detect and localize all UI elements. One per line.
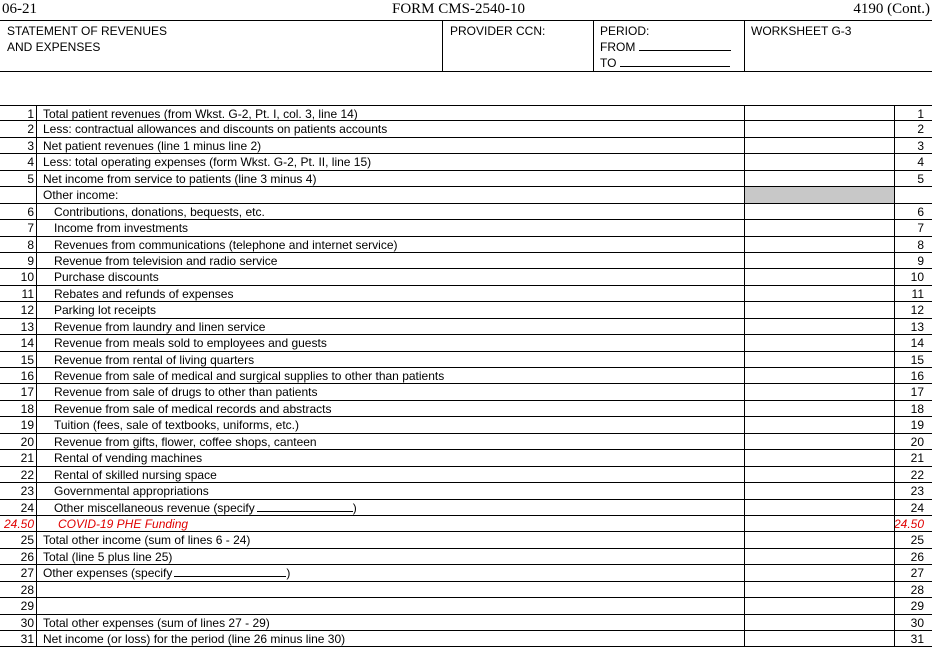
- amount-cell[interactable]: [744, 417, 894, 432]
- form-top-line: [0, 0, 936, 20]
- line-number-right: 27: [910, 566, 924, 581]
- line-number: 19: [20, 418, 34, 433]
- line-description-text: Other miscellaneous revenue (specify: [54, 500, 255, 515]
- table-row: [0, 565, 932, 581]
- line-description: [54, 483, 209, 499]
- line-description-text: Tuition (fees, sale of textbooks, uniforms, etc.): [54, 418, 299, 433]
- line-description: [54, 319, 265, 335]
- line-description-text: Rental of skilled nursing space: [54, 467, 217, 482]
- worksheet-label: WORKSHEET G-3: [751, 24, 852, 38]
- line-description-text: Revenue from meals sold to employees and guests: [54, 336, 327, 351]
- line-number: 1: [27, 107, 34, 121]
- line-description: [54, 237, 398, 253]
- amount-cell[interactable]: [744, 582, 894, 597]
- amount-cell[interactable]: [744, 106, 894, 120]
- amount-cell[interactable]: [744, 352, 894, 367]
- amount-cell[interactable]: [744, 483, 894, 498]
- line-description: [54, 302, 156, 318]
- period-label: PERIOD:: [600, 24, 650, 38]
- line-description: [54, 368, 444, 384]
- amount-cell[interactable]: [744, 319, 894, 334]
- to-label: TO: [600, 56, 617, 70]
- from-label: FROM: [600, 40, 636, 54]
- line-description: [43, 106, 358, 122]
- provider-ccn-label: PROVIDER CCN:: [450, 24, 546, 38]
- line-number: 5: [27, 171, 34, 186]
- line-number-right: 17: [910, 385, 924, 400]
- amount-cell[interactable]: [744, 269, 894, 284]
- line-number-right: 8: [917, 237, 924, 252]
- amount-cell[interactable]: [744, 549, 894, 564]
- section-number: 4190 (Cont.): [853, 1, 930, 17]
- amount-cell[interactable]: [744, 631, 894, 646]
- line-description: [43, 171, 316, 187]
- line-number: 18: [20, 401, 34, 416]
- amount-cell[interactable]: [744, 237, 894, 252]
- line-description-text: Contributions, donations, bequests, etc.: [54, 204, 265, 219]
- amount-cell[interactable]: [744, 434, 894, 449]
- form-header: [0, 20, 932, 72]
- line-number: 30: [20, 615, 34, 630]
- line-number-right: 14: [910, 336, 924, 351]
- table-row: [0, 138, 932, 154]
- table-row: [0, 532, 932, 548]
- table-row: [0, 154, 932, 170]
- line-number-right: 28: [910, 582, 924, 597]
- line-description: [43, 631, 345, 647]
- table-row: [0, 204, 932, 220]
- line-description: [54, 467, 217, 483]
- amount-cell[interactable]: [744, 286, 894, 301]
- line-number-right: 10: [910, 270, 924, 285]
- amount-cell[interactable]: [744, 565, 894, 580]
- line-number-right: 6: [917, 204, 924, 219]
- line-description-text: Governmental appropriations: [54, 484, 209, 499]
- line-number: 12: [20, 303, 34, 318]
- amount-cell[interactable]: [744, 204, 894, 219]
- line-number: 24.50: [3, 516, 34, 531]
- line-number-right: 19: [910, 418, 924, 433]
- table-row: [0, 500, 932, 516]
- line-description-text: Net patient revenues (line 1 minus line 2): [43, 138, 262, 153]
- amount-cell[interactable]: [744, 335, 894, 350]
- line-number: 13: [20, 319, 34, 334]
- line-number-right: 24.50: [893, 516, 924, 531]
- line-number: 27: [20, 566, 34, 581]
- line-number-right: 21: [910, 451, 924, 466]
- line-number: 17: [20, 385, 34, 400]
- line-number: 29: [20, 599, 34, 614]
- amount-cell[interactable]: [744, 171, 894, 186]
- line-number-right: 2: [917, 122, 924, 137]
- specify-blank-field[interactable]: [174, 566, 286, 577]
- table-row: [0, 467, 932, 483]
- line-description-text: Revenue from laundry and linen service: [54, 319, 266, 334]
- line-description-text: Other income:: [43, 188, 119, 203]
- line-number: 28: [20, 582, 34, 597]
- line-description: [43, 565, 290, 581]
- line-description-text: Less: total operating expenses (form Wkst. G-2, Pt. II, line 15): [43, 155, 372, 170]
- table-row: [0, 417, 932, 433]
- column-divider: [894, 105, 895, 647]
- line-description: [54, 434, 317, 450]
- line-number-right: 12: [910, 303, 924, 318]
- period-block: [600, 23, 740, 74]
- line-number-right: 13: [910, 319, 924, 334]
- line-number: 14: [20, 336, 34, 351]
- line-description: [43, 532, 250, 548]
- amount-cell[interactable]: [744, 615, 894, 630]
- amount-cell[interactable]: [744, 384, 894, 399]
- column-divider: [744, 105, 745, 647]
- from-date-field[interactable]: [639, 39, 731, 51]
- line-number-right: 25: [910, 533, 924, 548]
- table-row: [0, 615, 932, 631]
- table-row: [0, 253, 932, 269]
- amount-cell[interactable]: [744, 598, 894, 613]
- table-row: [0, 352, 932, 368]
- table-row: [0, 549, 932, 565]
- line-description: [43, 121, 387, 137]
- amount-cell[interactable]: [744, 401, 894, 416]
- line-number: 16: [20, 369, 34, 383]
- line-number: 6: [27, 204, 34, 219]
- line-description-text: Net income (or loss) for the period (line 26 minus line 30): [43, 632, 346, 646]
- amount-cell[interactable]: [744, 450, 894, 465]
- table-row: [0, 171, 932, 187]
- to-date-field[interactable]: [620, 55, 730, 67]
- line-number: 24: [20, 500, 34, 515]
- line-description: [54, 384, 318, 400]
- line-description-text: Revenue from television and radio service: [54, 253, 278, 268]
- line-number-right: 22: [910, 467, 924, 482]
- line-description-text: Total patient revenues (from Wkst. G-2, Pt. I, col. 3, line 14): [43, 107, 358, 121]
- table-row: [0, 483, 932, 499]
- line-description: [43, 615, 270, 631]
- line-number-right: 24: [910, 500, 924, 515]
- table-row: [0, 434, 932, 450]
- line-description: [54, 417, 299, 433]
- line-number-right: 7: [917, 221, 924, 236]
- line-description-text: Other expenses (specify: [43, 566, 173, 581]
- line-description: [54, 450, 202, 466]
- table-row: [0, 335, 932, 351]
- table-row: [0, 598, 932, 614]
- line-number-right: 1: [917, 107, 924, 121]
- line-description-text: Total (line 5 plus line 25): [43, 549, 173, 564]
- line-number-right: 30: [910, 615, 924, 630]
- line-description-text: Rebates and refunds of expenses: [54, 286, 234, 301]
- line-number-right: 15: [910, 352, 924, 367]
- line-description: [54, 401, 331, 417]
- table-row: [0, 631, 932, 647]
- line-description-text: Total other expenses (sum of lines 27 - 29): [43, 615, 270, 630]
- statement-title-line1: STATEMENT OF REVENUES: [7, 24, 168, 38]
- line-description-text: Less: contractual allowances and discounts on patients accounts: [43, 122, 388, 137]
- line-number-right: 11: [911, 286, 924, 301]
- line-description-text: Purchase discounts: [54, 270, 159, 285]
- table-row: [0, 121, 932, 137]
- table-row: [0, 220, 932, 236]
- line-number: 10: [20, 270, 34, 285]
- line-number: 22: [20, 467, 34, 482]
- specify-blank-field[interactable]: [257, 501, 353, 512]
- line-description-text: Parking lot receipts: [54, 303, 157, 318]
- statement-title-line2: AND EXPENSES: [7, 40, 101, 54]
- close-paren: ): [286, 566, 291, 581]
- amount-cell[interactable]: [744, 467, 894, 482]
- amount-cell[interactable]: [744, 154, 894, 169]
- line-description-text: COVID-19 PHE Funding: [58, 516, 189, 531]
- line-number-right: 26: [910, 549, 924, 564]
- statement-table: [0, 105, 932, 647]
- amount-cell[interactable]: [744, 253, 894, 268]
- line-description: [54, 335, 327, 351]
- table-row: [0, 269, 932, 285]
- line-number-right: 31: [910, 632, 924, 646]
- table-row: [0, 582, 932, 598]
- line-number: 4: [27, 155, 34, 170]
- line-description: [54, 253, 277, 269]
- line-number: 11: [21, 286, 34, 301]
- line-description-text: Income from investments: [54, 221, 189, 236]
- table-row: [0, 105, 932, 121]
- amount-cell[interactable]: [744, 368, 894, 383]
- column-divider: [36, 105, 37, 647]
- table-row: [0, 368, 932, 384]
- line-description-text: Revenue from sale of medical and surgical supplies to other than patients: [54, 369, 445, 383]
- line-description-text: Revenue from gifts, flower, coffee shops, canteen: [54, 434, 317, 449]
- table-row: [0, 319, 932, 335]
- line-number: 15: [20, 352, 34, 367]
- line-description-text: Revenues from communications (telephone and internet service): [54, 237, 398, 252]
- line-description: [54, 286, 233, 302]
- line-number: 20: [20, 434, 34, 449]
- form-number: FORM CMS-2540-10: [392, 1, 525, 17]
- line-description: [54, 269, 159, 285]
- amount-cell[interactable]: [744, 532, 894, 547]
- line-number: 3: [27, 138, 34, 153]
- amount-cell[interactable]: [744, 516, 894, 531]
- line-description: [54, 500, 357, 516]
- line-description: [58, 516, 188, 532]
- line-number: 21: [20, 451, 34, 466]
- line-description-text: Revenue from rental of living quarters: [54, 352, 255, 367]
- table-row: [0, 450, 932, 466]
- line-description: [54, 204, 265, 220]
- line-number: 2: [27, 122, 34, 137]
- table-row: [0, 401, 932, 417]
- line-number: 8: [27, 237, 34, 252]
- line-number-right: 29: [910, 599, 924, 614]
- line-number: 7: [27, 221, 34, 236]
- line-number: 23: [20, 484, 34, 499]
- line-number: 26: [20, 549, 34, 564]
- line-description: [43, 187, 118, 203]
- amount-cell[interactable]: [744, 121, 894, 136]
- line-description: [43, 138, 261, 154]
- line-number-right: 3: [917, 138, 924, 153]
- close-paren: ): [352, 500, 357, 515]
- line-number-right: 20: [910, 434, 924, 449]
- line-number-right: 4: [917, 155, 924, 170]
- line-description-text: Net income from service to patients (line 3 minus 4): [43, 171, 317, 186]
- line-description-text: Rental of vending machines: [54, 451, 203, 466]
- amount-cell[interactable]: [744, 138, 894, 153]
- line-description: [43, 154, 371, 170]
- table-row: [0, 237, 932, 253]
- line-number-right: 9: [917, 253, 924, 268]
- table-row: [0, 286, 932, 302]
- line-number: 31: [20, 632, 34, 646]
- table-row: [0, 187, 932, 203]
- line-number: 9: [27, 253, 34, 268]
- line-description: [54, 220, 188, 236]
- line-description-text: Revenue from sale of drugs to other than patients: [54, 385, 318, 400]
- line-number-right: 5: [917, 171, 924, 186]
- amount-cell[interactable]: [744, 220, 894, 235]
- amount-cell[interactable]: [744, 302, 894, 317]
- amount-cell[interactable]: [744, 500, 894, 515]
- line-description-text: Total other income (sum of lines 6 - 24): [43, 533, 251, 548]
- revision-date: 06-21: [2, 1, 37, 17]
- line-number-right: 16: [910, 369, 924, 383]
- amount-cell: [744, 187, 894, 202]
- statement-title: [7, 23, 167, 74]
- table-row: [0, 384, 932, 400]
- line-number-right: 18: [910, 401, 924, 416]
- table-row: [0, 516, 932, 532]
- table-row: [0, 302, 932, 318]
- line-description-text: Revenue from sale of medical records and abstracts: [54, 401, 332, 416]
- line-number-right: 23: [910, 484, 924, 499]
- line-description: [43, 549, 172, 565]
- line-number: 25: [20, 533, 34, 548]
- line-description: [54, 352, 254, 368]
